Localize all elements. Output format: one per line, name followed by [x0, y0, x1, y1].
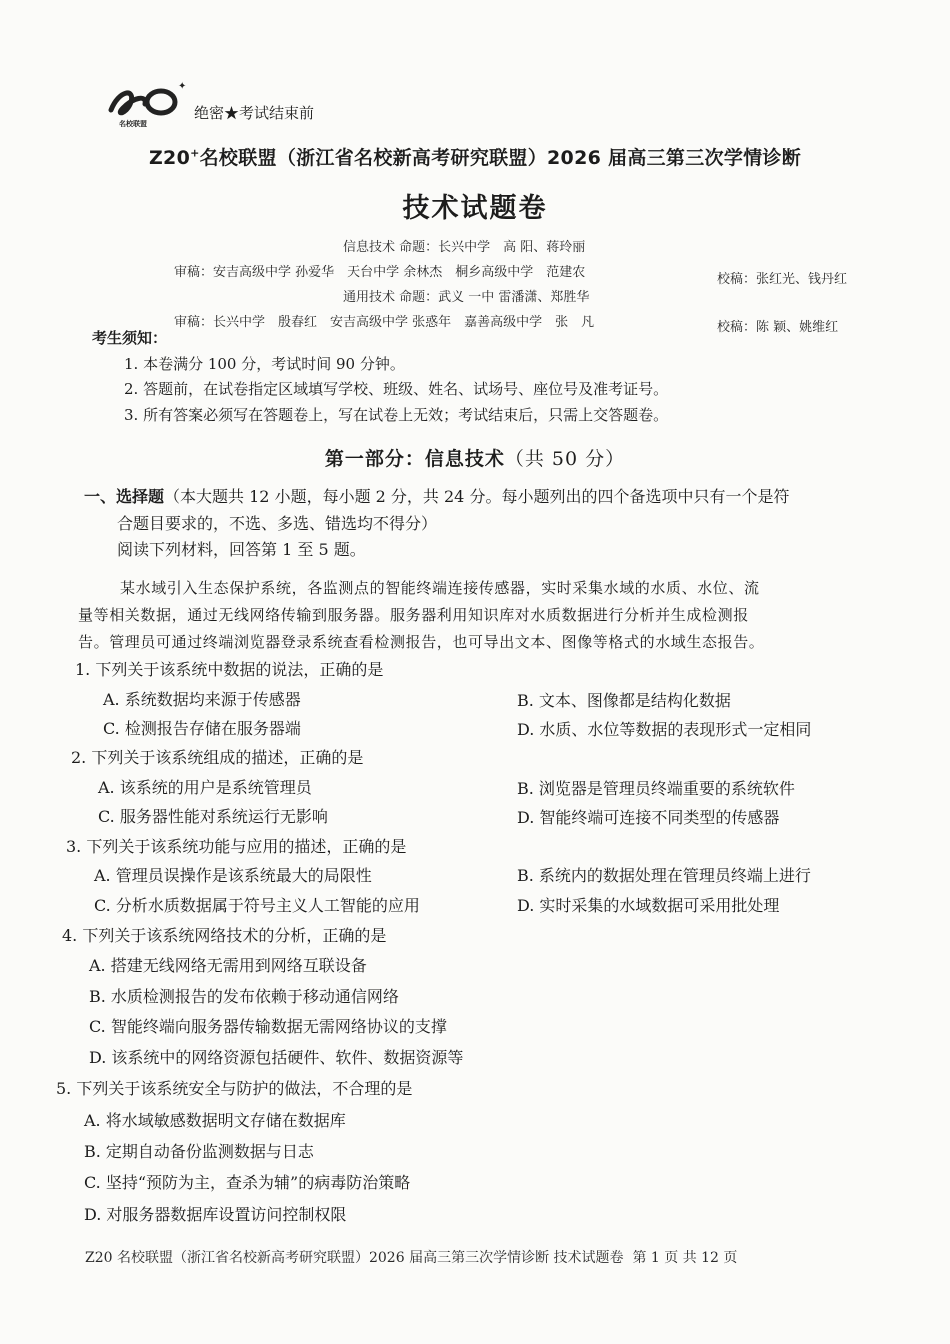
question-option: C. 智能终端向服务器传输数据无需网络协议的支撑 — [89, 1017, 447, 1036]
question-stem: 2. 下列关于该系统组成的描述，正确的是 — [71, 748, 364, 767]
svg-text:✦: ✦ — [178, 81, 187, 92]
credit-line: 信息技术 命题：长兴中学 高 阳、蒋玲丽 — [343, 240, 586, 255]
notice-item: 2. 答题前，在试卷指定区域填写学校、班级、姓名、试场号、座位号及准考证号。 — [124, 380, 669, 398]
question-option: C. 服务器性能对系统运行无影响 — [98, 807, 328, 826]
question-option: A. 搭建无线网络无需用到网络互联设备 — [89, 956, 367, 975]
part-title: 第一部分：信息技术（共 50 分） — [324, 448, 626, 470]
question-option: B. 定期自动备份监测数据与日志 — [84, 1142, 314, 1161]
question-option: A. 系统数据均来源于传感器 — [103, 690, 301, 709]
question-option: D. 水质、水位等数据的表现形式一定相同 — [517, 720, 812, 739]
notice-heading: 考生须知： — [92, 329, 168, 347]
notice-item: 1. 本卷满分 100 分，考试时间 90 分钟。 — [124, 355, 405, 373]
question-option: D. 对服务器数据库设置访问控制权限 — [84, 1205, 347, 1224]
question-option: D. 该系统中的网络资源包括硬件、软件、数据资源等 — [89, 1048, 464, 1067]
question-option: D. 智能终端可连接不同类型的传感器 — [517, 808, 780, 827]
page-footer: Z20 名校联盟（浙江省名校新高考研究联盟）2026 届高三第三次学情诊断 技术试题卷 第 1 页 共 12 页 — [85, 1250, 738, 1266]
material-line: 量等相关数据，通过无线网络传输到服务器。服务器利用知识库对水质数据进行分析并生成检测报 — [78, 606, 749, 624]
credit-line: 通用技术 命题：武义 一中 雷潘潇、郑胜华 — [343, 290, 590, 305]
question-option: C. 坚持“预防为主，查杀为辅”的病毒防治策略 — [84, 1173, 411, 1192]
question-stem: 3. 下列关于该系统功能与应用的描述，正确的是 — [66, 837, 407, 856]
notice-item: 3. 所有答案必须写在答题卷上，写在试卷上无效；考试结束后，只需上交答题卷。 — [124, 406, 669, 424]
question-stem: 1. 下列关于该系统中数据的说法，正确的是 — [75, 660, 384, 679]
question-stem: 4. 下列关于该系统网络技术的分析，正确的是 — [62, 926, 387, 945]
question-option: C. 检测报告存储在服务器端 — [103, 719, 301, 738]
material-line: 某水域引入生态保护系统，各监测点的智能终端连接传感器，实时采集水域的水质、水位、流 — [120, 579, 760, 597]
question-option: B. 水质检测报告的发布依赖于移动通信网络 — [89, 987, 399, 1006]
section-header: 一、选择题（本大题共 12 小题，每小题 2 分，共 24 分。每小题列出的四个备选项中只有一个是符 — [84, 487, 790, 506]
section-instruction: 阅读下列材料，回答第 1 至 5 题。 — [117, 540, 366, 559]
question-option: A. 管理员误操作是该系统最大的局限性 — [94, 866, 372, 885]
credit-line: 审稿：安吉高级中学 孙爱华 天台中学 余林杰 桐乡高级中学 范建农 — [174, 265, 586, 280]
question-option: B. 系统内的数据处理在管理员终端上进行 — [517, 866, 811, 885]
logo-text: 名校联盟 — [119, 119, 147, 128]
subtitle: 技术试题卷 — [402, 193, 548, 224]
section-desc: 合题目要求的，不选、多选、错选均不得分） — [117, 514, 438, 533]
page-number: 第 1 页 共 12 页 — [632, 1250, 738, 1266]
material-line: 告。管理员可通过终端浏览器登录系统查看检测报告，也可导出文本、图像等格式的水域生态报告。 — [78, 633, 765, 651]
credit-line: 校稿：张红光、钱丹红 — [717, 272, 848, 287]
question-option: A. 该系统的用户是系统管理员 — [98, 778, 312, 797]
z20-logo-icon — [105, 80, 185, 130]
question-option: B. 文本、图像都是结构化数据 — [517, 691, 731, 710]
question-stem: 5. 下列关于该系统安全与防护的做法，不合理的是 — [56, 1079, 413, 1098]
credit-line: 审稿：长兴中学 殷春红 安吉高级中学 张惑年 嘉善高级中学 张 凡 — [174, 315, 595, 330]
main-title: Z20+名校联盟（浙江省名校新高考研究联盟）2026 届高三第三次学情诊断 — [148, 146, 802, 169]
secret-label: 绝密★考试结束前 — [194, 104, 315, 122]
question-option: D. 实时采集的水域数据可采用批处理 — [517, 896, 780, 915]
credit-line: 校稿：陈 颖、姚维红 — [717, 320, 839, 335]
question-option: B. 浏览器是管理员终端重要的系统软件 — [517, 779, 795, 798]
question-option: C. 分析水质数据属于符号主义人工智能的应用 — [94, 896, 420, 915]
question-option: A. 将水域敏感数据明文存储在数据库 — [84, 1111, 346, 1130]
